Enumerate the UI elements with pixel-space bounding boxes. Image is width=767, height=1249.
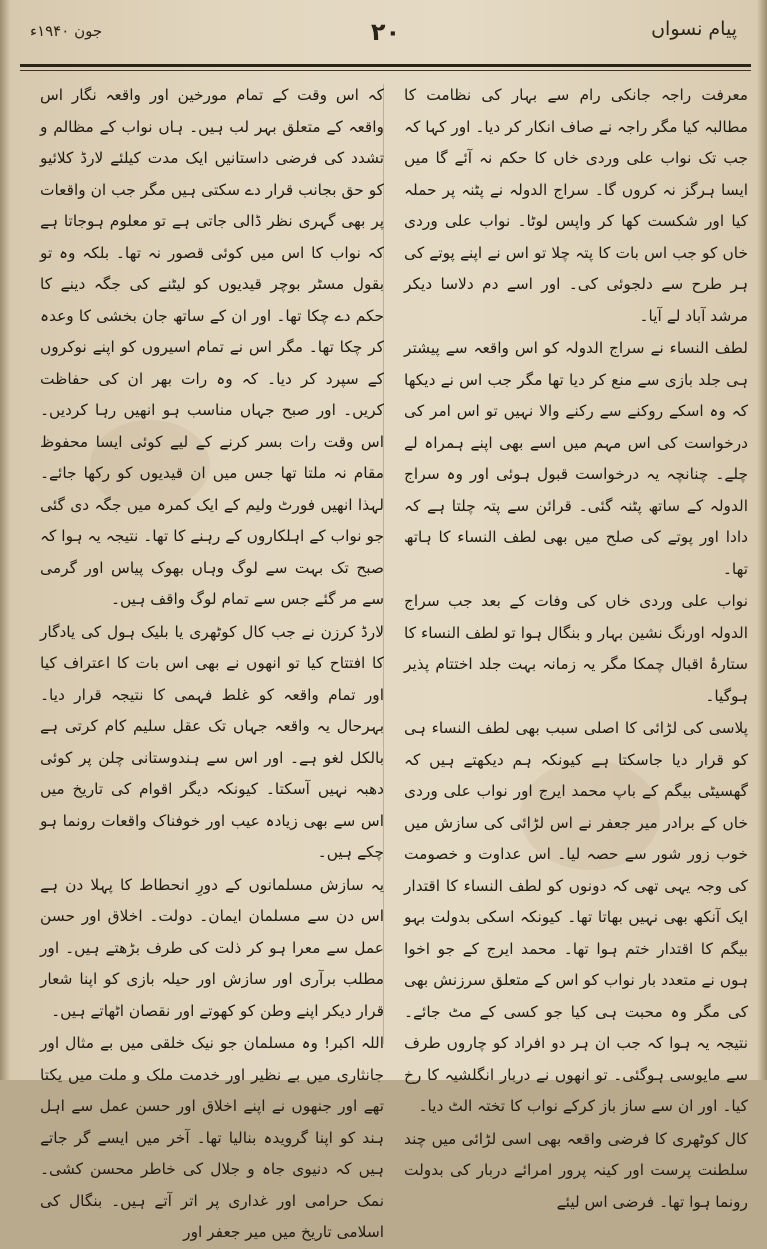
text-column-right xyxy=(404,80,748,1211)
paragraph: کال کوٹھری کا فرضی واقعہ بھی اسی لڑائی میں چند سلطنت پرست اور کینہ پرور امرائے دربار کی بدولت رونما ہوا تھا۔ فرضی اس لیئے xyxy=(404,1129,748,1211)
paragraph: یہ سازش مسلمانوں کے دورِ انحطاط کا پہلا دن ہے اس دن سے مسلمان ایمان۔ دولت۔ اخلاق اور حسن عمل سے معرا ہو کر ذلت کی طرف بڑھتے ہیں۔ اور مطلب برآری اور سازش اور حیلہ بازی کو اپنا شعار قرار دیکر اپنے وطن کو کھوتے اور نقصان اٹھاتے ہیں۔ xyxy=(40,875,384,1020)
paragraph: پلاسی کی لڑائی کا اصلی سبب بھی لطف النساء ہی کو قرار دیا جاسکتا ہے کیونکہ ہم دیکھتے ہیں کہ گھسیٹی بیگم کے باپ محمد ایرج اور نواب علی وردی خاں کے برادر میر جعفر نے اس لڑائی کی سازش میں خوب زور شور سے حصہ لیا۔ اس عداوت و خصومت کی وجہ یہی تھی کہ دونوں کو لطف النساء کا اقتدار ایک آنکھ بھی نہیں بھاتا تھا۔ کیونکہ اسکی بدولت بہو بیگم کا اقتدار ختم ہوا تھا۔ محمد ایرج کے جو اخوا ہوں نے متعدد بار نواب کو اس کے متعلق سرزنش بھی کی مگر وہ محبت ہی کیا جو کسی کے مٹ جائے۔ نتیجہ یہ ہوا کہ جب ان ہر دو افراد کو چاروں طرف سے مایوسی ہوگئی۔ تو انھوں نے دربار انگلشیہ کا رخ کیا۔ اور ان سے ساز باز کرکے نواب کا تختہ الٹ دیا۔ xyxy=(404,719,748,1115)
paragraph: معرفت راجہ جانکی رام سے بہار کی نظامت کا مطالبہ کیا مگر راجہ نے صاف انکار کر دیا۔ اور کہا کہ جب تک نواب علی وردی خاں کا حکم نہ آئے گا میں ایسا ہرگز نہ کروں گا۔ سراج الدولہ نے پٹنہ پر حملہ کیا اور شکست کھا کر واپس لوٹا۔ نواب علی وردی خاں کو جب اس بات کا پتہ چلا تو اس نے اپنے پوتے کی ہر طرح سے دلجوئی کی۔ اور اسے دم دلاسا دیکر مرشد آباد لے آیا۔ xyxy=(404,86,748,325)
header-rule-thin xyxy=(20,70,751,71)
paragraph: لطف النساء نے سراج الدولہ کو اس واقعہ سے پیشتر ہی جلد بازی سے منع کر دیا تھا مگر جب اس نے دیکھا کہ وہ اسکے روکنے سے رکنے والا نہیں تو اس امر کی درخواست کی اس مہم میں اسے بھی اپنے ہمراہ لے چلے۔ چنانچہ یہ درخواست قبول ہوئی اور وہ سراج الدولہ کے ساتھ پٹنہ گئی۔ قرائن سے پتہ چلتا ہے کہ دادا اور پوتے کی صلح میں بھی لطف النساء کا ہاتھ تھا۔ xyxy=(404,339,748,578)
page-number: ۲۰ xyxy=(370,18,401,46)
page-edge-shadow-left xyxy=(0,0,10,1080)
text-column-left xyxy=(40,80,384,1241)
issue-date: جون ۱۹۴۰ء xyxy=(30,22,103,40)
page-edge-shadow-right xyxy=(757,0,767,1080)
paragraph: کہ اس وقت کے تمام مورخین اور واقعہ نگار اس واقعہ کے متعلق بہر لب ہیں۔ ہاں نواب کے مظالم و تشدد کی فرضی داستانیں ایک مدت کیلئے لارڈ کلائیو کو حق بجانب قرار دے سکتی ہیں مگر جب ان واقعات پر بھی گہری نظر ڈالی جاتی ہے تو معلوم ہوجاتا ہے کہ نواب کا اس میں کوئی قصور نہ تھا۔ بلکہ وہ تو بقول مسٹر بوچر قیدیوں کو لیٹنے کی جگہ دینے کا حکم دے چکا تھا۔ اور ان کے ساتھ جان بخشی کا وعدہ کر چکا تھا۔ مگر اس نے تمام اسیروں کو اپنے نوکروں کے سپرد کر دیا۔ کہ وہ رات بھر ان کی حفاظت کریں۔ اور صبح جہاں مناسب ہو انھیں رہا کردیں۔ اس وقت رات بسر کرنے کے لیے کوئی ایسا محفوظ مقام نہ ملتا تھا جس میں ان قیدیوں کو رکھا جائے۔ لہذا انھیں فورٹ ولیم کے ایک کمرہ میں جگہ دی گئی جو نواب کے اہلکاروں کے رہنے کا تھا۔ نتیجہ یہ ہوا کہ صبح تک بہت سے لوگ وہاں بھوک پیاس اور گرمی سے مر گئے جس سے تمام لوگ واقف ہیں۔ xyxy=(40,86,384,608)
paragraph: لارڈ کرزن نے جب کال کوٹھری یا بلیک ہول کی یادگار کا افتتاح کیا تو انھوں نے بھی اس بات کا اعتراف کیا اور تمام واقعہ کو غلط فہمی کا نتیجہ قرار دیا۔ بہرحال یہ واقعہ جہاں تک عقل سلیم کام کرتی ہے بالکل لغو ہے۔ اور اس سے ہندوستانی چلن پر کوئی دھبہ نہیں آسکتا۔ کیونکہ دیگر اقوام کی تاریخ میں اس سے بھی زیادہ عیب اور خوفناک واقعات رونما ہو چکے ہیں۔ xyxy=(40,622,384,861)
paragraph: نواب علی وردی خاں کی وفات کے بعد جب سراج الدولہ اورنگ نشین بہار و بنگال ہوا تو لطف النساء کا ستارۂ اقبال چمکا مگر یہ زمانہ بہت جلد اختتام پذیر ہوگیا۔ xyxy=(404,592,748,705)
header-rule-thick xyxy=(20,64,751,67)
page-header xyxy=(28,14,743,64)
magazine-title: پیام نسواں xyxy=(651,18,737,40)
paragraph: اللہ اکبر! وہ مسلمان جو نیک خلقی میں بے مثال اور جانثاری میں بے نظیر اور خدمت ملک و ملت میں یکتا تھے اور جنھوں نے اپنے اخلاق اور حسن عمل سے اہل ہند کو اپنا گرویدہ بنالیا تھا۔ آخر میں ایسے گر جاتے ہیں کہ دنیوی جاہ و جلال کی خاطر محسن کشی۔ نمک حرامی اور غداری پر اتر آتے ہیں۔ بنگال کی اسلامی تاریخ میں میر جعفر اور xyxy=(40,1034,384,1241)
